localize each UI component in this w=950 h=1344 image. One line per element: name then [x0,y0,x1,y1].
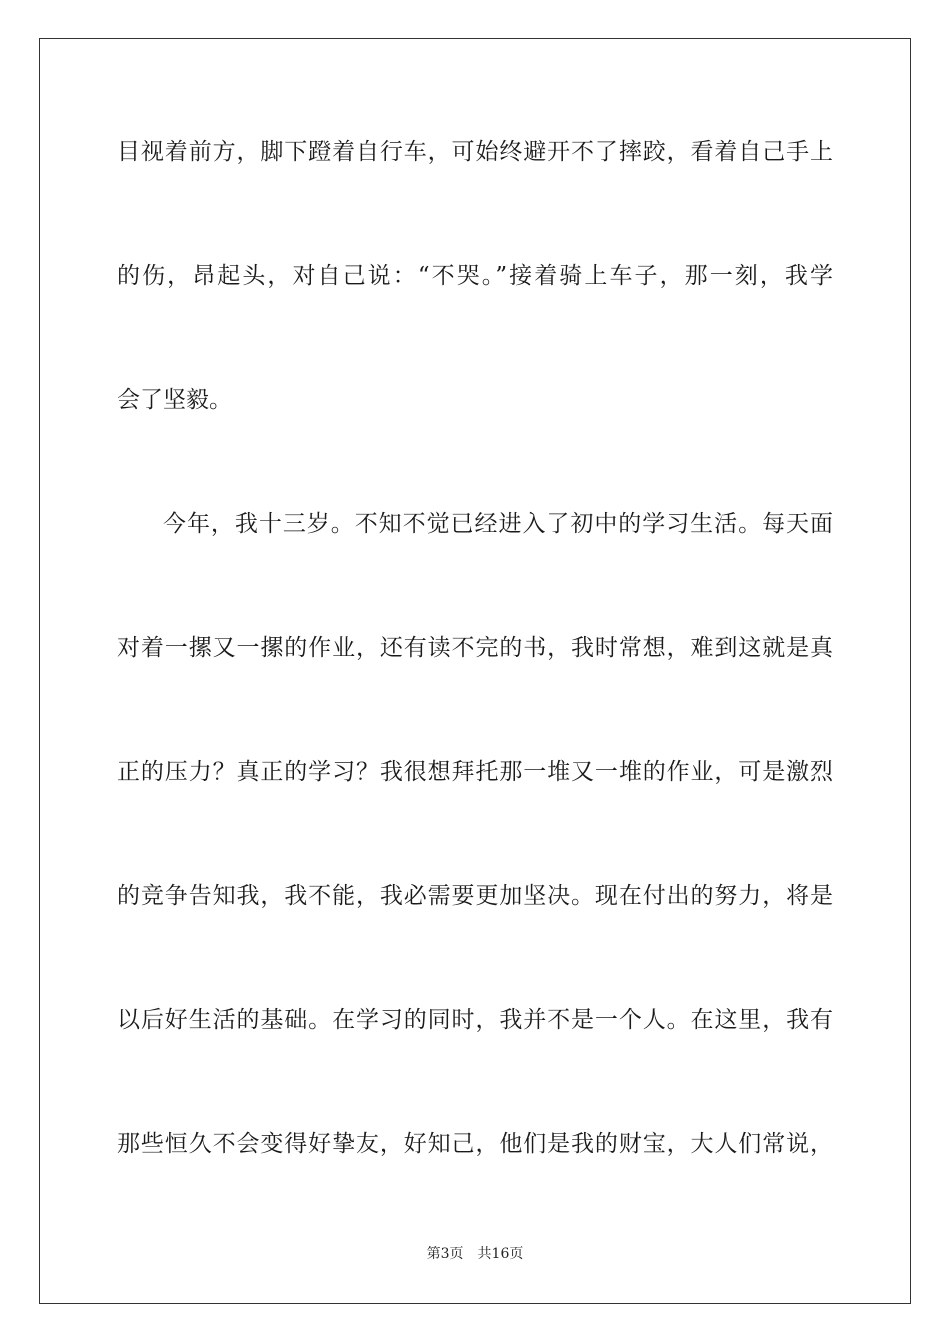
text-line-indented: 今年，我十三岁。不知不觉已经进入了初中的学习生活。每天面 [163,511,833,537]
page-footer [0,1244,950,1264]
page-border [39,38,911,1304]
text-line: 对着一摞又一摞的作业，还有读不完的书，我时常想，难到这就是真 [117,635,833,661]
text-line: 的竞争告知我，我不能，我必需要更加坚决。现在付出的努力，将是 [117,883,833,909]
text-line: 以后好生活的基础。在学习的同时，我并不是一个人。在这里，我有 [117,1007,833,1033]
text-line: 那些恒久不会变得好挚友，好知己，他们是我的财宝，大人们常说， [117,1131,833,1157]
text-line: 正的压力？真正的学习？我很想拜托那一堆又一堆的作业，可是激烈 [117,759,833,785]
text-line: 目视着前方，脚下蹬着自行车，可始终避开不了摔跤，看着自己手上 [117,139,833,165]
page-total: 共16页 [477,1246,524,1262]
text-line: 的伤，昂起头，对自己说：“不哭。”接着骑上车子，那一刻，我学 [117,263,833,289]
text-line: 会了坚毅。 [117,387,232,413]
page-number: 第3页 [426,1246,464,1262]
